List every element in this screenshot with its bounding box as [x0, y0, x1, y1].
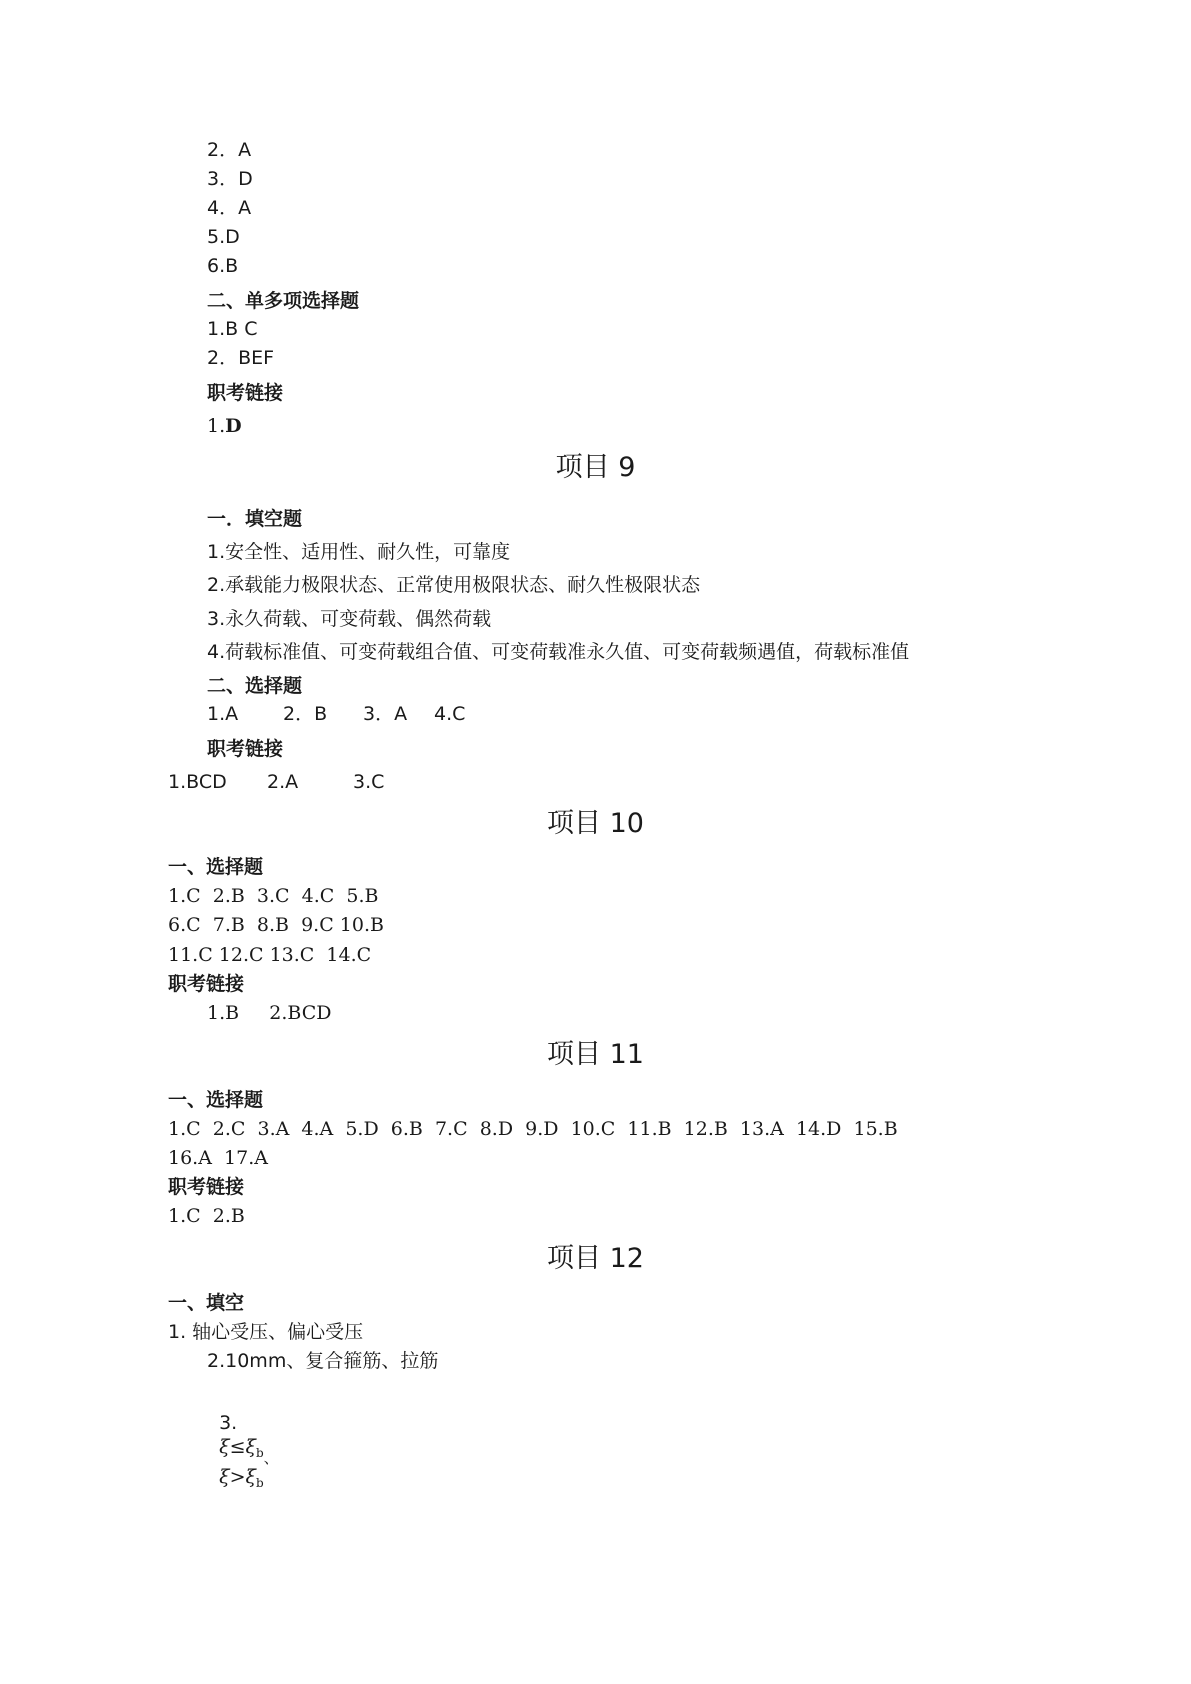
answer-row: 6.C 7.B 8.B 9.C 10.B [168, 914, 384, 936]
answer-line: 2．A [207, 139, 252, 161]
answer-row: 1.C 2.B [168, 1205, 245, 1227]
subscript: b [255, 1446, 264, 1460]
xi-symbol: ξ [219, 1466, 230, 1488]
answer-number: 3. [219, 1412, 238, 1434]
answer-row: 16.A 17.A [168, 1147, 268, 1169]
answer-line: 5.D [207, 226, 240, 248]
answer-item: 2．B [283, 703, 328, 725]
answer-value: D [225, 415, 242, 437]
answer-item: 3．A [363, 703, 408, 725]
xi-symbol: ξ [245, 1466, 256, 1488]
section-heading: 职考链接 [207, 382, 284, 404]
le-symbol: ≤ [229, 1436, 246, 1458]
answer-line: 2.承载能力极限状态、正常使用极限状态、耐久性极限状态 [207, 574, 701, 596]
answer-line: 4．A [207, 197, 252, 219]
section-heading: 二、单多项选择题 [207, 290, 360, 312]
section-heading: 职考链接 [168, 1176, 245, 1198]
xi-symbol: ξ [245, 1436, 256, 1458]
answer-item: 1.A [207, 703, 239, 725]
answer-line: 4.荷载标准值、可变荷载组合值、可变荷载准永久值、可变荷载频遇值，荷载标准值 [207, 641, 910, 663]
answer-line: 3.永久荷载、可变荷载、偶然荷载 [207, 608, 492, 630]
answer-line: 2．BEF [207, 347, 275, 369]
formula-line [207, 1387, 279, 1495]
section-heading: 一、选择题 [168, 856, 264, 878]
answer-line [207, 414, 242, 438]
answer-line: 1.安全性、适用性、耐久性，可靠度 [207, 541, 511, 563]
answer-line: 2.10mm、复合箍筋、拉筋 [207, 1350, 439, 1372]
project-title: 项目 11 [547, 1039, 644, 1070]
answer-item: 4.C [434, 703, 466, 725]
section-heading: 一、填空 [168, 1292, 245, 1314]
project-title: 项目 12 [547, 1243, 644, 1274]
answer-line: 6.B [207, 255, 239, 277]
section-heading: 职考链接 [168, 973, 245, 995]
section-heading: 二、选择题 [207, 675, 303, 697]
xi-symbol: ξ [219, 1436, 230, 1458]
answer-item: 1.BCD [168, 771, 227, 793]
answer-number: 1. [207, 415, 226, 437]
answer-line: 1.B C [207, 318, 258, 340]
separator: 、 [263, 1449, 279, 1467]
answer-item: 3.C [353, 771, 385, 793]
section-heading: 职考链接 [207, 738, 284, 760]
section-heading: 一、选择题 [168, 1089, 264, 1111]
answer-row: 11.C 12.C 13.C 14.C [168, 944, 372, 966]
answer-line: 3．D [207, 168, 253, 190]
answer-row: 1.C 2.C 3.A 4.A 5.D 6.B 7.C 8.D 9.D 10.C 11.B 12.B 13.A 14.D 15.B [168, 1118, 898, 1140]
subscript: b [255, 1476, 264, 1490]
answer-item: 2.A [267, 771, 299, 793]
answer-row: 1.B 2.BCD [207, 1002, 332, 1024]
answer-line: 1. 轴心受压、偏心受压 [168, 1321, 364, 1343]
answer-row: 1.C 2.B 3.C 4.C 5.B [168, 885, 379, 907]
gt-symbol: > [229, 1466, 246, 1488]
project-title: 项目 10 [547, 808, 644, 839]
section-heading: 一．填空题 [207, 508, 303, 530]
project-title: 项目 9 [555, 452, 636, 483]
